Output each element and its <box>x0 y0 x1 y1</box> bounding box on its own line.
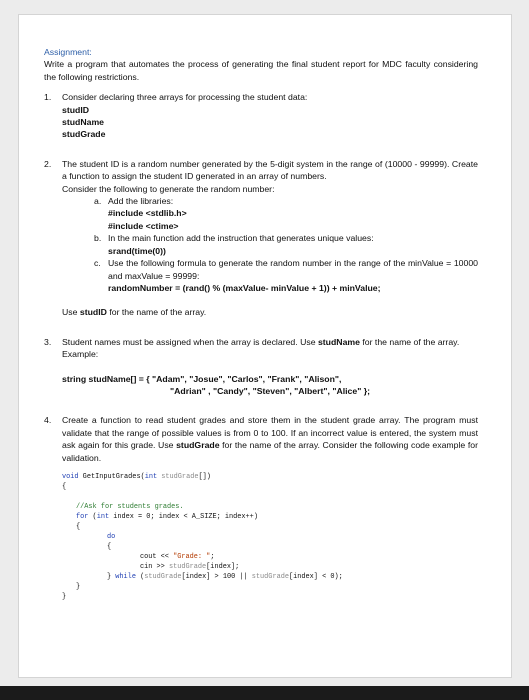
item-number: 3. <box>44 336 52 347</box>
studname-code-line-1: string studName[] = { "Adam", "Josue", "Carlos", "Frank", "Alison", <box>62 373 342 384</box>
item-4-text-pre: Create a function to read student grades and store them in the student grade array. The program must validate that the range of possible values is from 0 to 100. If an incorrect value is entered, the system must ask again for this grade. Use <box>62 415 478 451</box>
item-number: 1. <box>44 92 52 103</box>
code-keyword: for <box>76 512 89 521</box>
code-text: [index] > 100 || <box>181 572 252 581</box>
code-keyword: int <box>144 472 158 481</box>
item-3-text-post: for the name of the array. <box>359 336 460 347</box>
item-2-text: The student ID is a random number generated by the 5-digit system in the range of (10000 - 99999). Create a function to assign the student ID generated in an array of numbers. <box>62 158 478 182</box>
assignment-content <box>44 46 478 602</box>
use-bold-name: studID <box>79 307 107 318</box>
sub-item-b <box>94 232 478 257</box>
code-blank-line <box>62 492 478 502</box>
sub-b-text: In the main function add the instruction that generates unique values: <box>108 233 374 244</box>
sub-item-c <box>94 257 478 294</box>
code-text: cout << <box>140 552 174 561</box>
item-3-text-pre: Student names must be assigned when the array is declared. Use <box>62 336 318 347</box>
item-4-bold: studGrade <box>176 440 220 451</box>
code-line <box>62 472 478 482</box>
code-text: GetInputGrades( <box>78 472 145 481</box>
code-identifier: studGrade <box>251 572 289 581</box>
code-keyword: do <box>107 532 116 541</box>
code-line: { <box>107 542 112 551</box>
code-text: [index] < 0); <box>288 572 343 581</box>
code-line <box>62 512 478 522</box>
item-2-consider: Consider the following to generate the random number: <box>62 183 275 194</box>
code-text: ( <box>135 572 145 581</box>
code-line <box>62 562 478 572</box>
code-block <box>62 472 478 602</box>
sub-list <box>62 195 478 294</box>
use-text-end: for the name of the array. <box>106 307 207 318</box>
random-formula: randomNumber = (rand() % (maxValue- minValue + 1)) + minValue; <box>108 282 381 293</box>
code-comment: //Ask for students grades. <box>76 502 184 511</box>
list-item-3 <box>44 336 478 398</box>
code-line: } <box>76 582 81 591</box>
item-number: 2. <box>44 158 52 169</box>
sub-c-text: Use the following formula to generate the random number in the range of the minValue = 10000 and maxValue = 99999: <box>108 258 478 281</box>
sub-letter: a. <box>94 196 102 207</box>
code-identifier: studGrade <box>144 572 182 581</box>
sub-item-a <box>94 195 478 232</box>
code-text: index = 0; index < A_SIZE; index++) <box>109 512 258 521</box>
code-line: { <box>76 522 81 531</box>
code-text: cin >> <box>140 562 169 571</box>
use-text: Use <box>62 307 80 318</box>
code-text: } <box>107 572 116 581</box>
example-label: Example: <box>62 349 99 360</box>
intro-text: Write a program that automates the process of generating the final student report for MDC faculty considering the following restrictions. <box>44 59 478 82</box>
sub-a-text: Add the libraries: <box>108 196 174 207</box>
code-text: ( <box>88 512 97 521</box>
srand-code: srand(time(0)) <box>108 245 166 256</box>
code-text: ; <box>210 552 215 561</box>
array-name-studid: studID <box>62 104 90 115</box>
item-3-bold: studName <box>317 336 360 347</box>
include-stdlib: #include <stdlib.h> <box>108 208 187 219</box>
list-item-2 <box>44 158 478 319</box>
code-line <box>62 552 478 562</box>
list-item-1 <box>44 91 478 141</box>
code-keyword: int <box>96 512 110 521</box>
code-line <box>62 572 478 582</box>
array-name-studgrade: studGrade <box>62 129 106 140</box>
assignment-heading: Assignment: <box>44 47 92 57</box>
code-keyword: void <box>62 472 79 481</box>
code-line: } <box>62 592 67 601</box>
studname-code-line-2: "Adrian" , "Candy", "Steven", "Albert", "Alice" }; <box>170 385 371 396</box>
sub-letter: b. <box>94 233 102 244</box>
code-string: "Grade: " <box>173 552 211 561</box>
code-keyword: while <box>115 572 136 581</box>
item-4-text-post: for the name of the array. Consider the following code example for validation. <box>62 440 478 463</box>
code-text: [index]; <box>206 562 240 571</box>
code-identifier: studGrade <box>168 562 207 571</box>
include-ctime: #include <ctime> <box>108 220 179 231</box>
code-identifier: studGrade <box>157 472 199 481</box>
sub-letter: c. <box>94 258 101 269</box>
code-text: []) <box>198 472 211 481</box>
use-studid-line <box>62 306 478 318</box>
item-1-text: Consider declaring three arrays for processing the student data: <box>62 92 308 103</box>
item-3-text <box>62 336 478 348</box>
bottom-bar <box>0 686 529 700</box>
code-line: { <box>62 482 67 491</box>
item-number: 4. <box>44 415 52 426</box>
item-4-text <box>62 414 478 464</box>
list-item-4 <box>44 414 478 602</box>
array-name-studname: studName <box>62 117 104 128</box>
